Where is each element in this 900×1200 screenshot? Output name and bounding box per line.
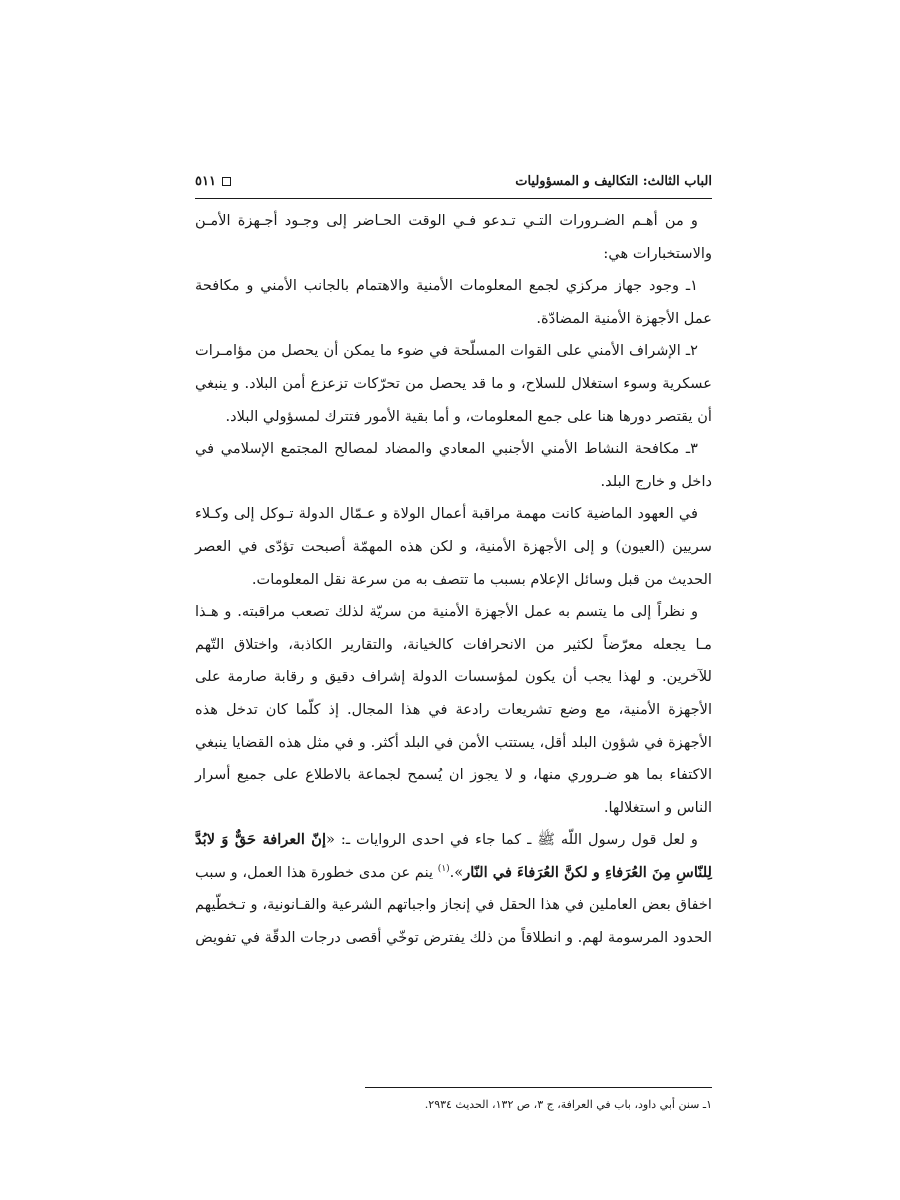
paragraph-5: في العهود الماضية كانت مهمة مراقبة أعمال الولاة و عـمّال الدولة تـوكل إلى وكـلاء سريين (العيون) و إلى الأجهزة الأمنية، و لكن هذه المهمّة أصبحت تؤدّى في العصر الحديث من قبل وسائل الإعلام بسبب ما تتصف به من سرعة نقل المعلومات. <box>195 505 712 588</box>
paragraph-6: و نظراً إلى ما يتسم به عمل الأجهزة الأمنية من سريّة لذلك تصعب مراقبته. و هـذا مـا يجعله معرّضاً لكثير من الانحرافات كالخيانة، والتقارير الكاذبة، واختلاق التّهم للآخرين. و لهذا يجب أن يكون لمؤسسات الدولة إشراف دقيق و رقابة صارمة على الأجهزة الأمنية، مع وضع تشريعات رادعة في هذا المجال. إذ كلّما كان تدخل هذه الأجهزة في شؤون البلد أقل، يستتب الأمن في البلد أكثر. و في مثل هذه القضايا ينبغي الاكتفاء بما هو ضـروري منها، و لا يجوز ان يُسمح لجماعة بالاطلاع على جميع أسرار الناس و استغلالها. <box>195 603 712 816</box>
footnote-divider <box>365 1087 712 1088</box>
header-divider <box>195 198 712 199</box>
paragraph-4: ٣ـ مكافحة النشاط الأمني الأجنبي المعادي والمضاد لمصالح المجتمع الإسلامي في داخل و خارج البلد. <box>195 440 712 490</box>
main-text <box>195 205 712 955</box>
paragraph-7-rest: ينم عن مدى خطورة هذا العمل، و سبب اخفاق بعض العاملين في هذا الحقل في إنجاز واجباتهم الشرعية والقـانونية، و تـخطّيهم الحدود المرسومة لهم. و انطلاقاً من ذلك يفترض توخّي أقصى درجات الدقّة في تفويض <box>195 863 712 947</box>
chapter-title: الباب الثالث: التكاليف و المسؤوليات <box>515 173 712 189</box>
footnote-reference[interactable]: (١) <box>437 864 450 875</box>
hadith-quote: إنّ العرافة حَقٌّ وَ لابُدَّ لِلنّاسِ مِنَ العُرَفاءِ و لكنَّ العُرَفاءَ في النّار <box>195 831 712 881</box>
page-number: ٥١١ <box>195 173 216 189</box>
paragraph-7 <box>195 824 712 954</box>
paragraph-2: ١ـ وجود جهاز مركزي لجمع المعلومات الأمنية والاهتمام بالجانب الأمني و مكافحة عمل الأجهزة الأمنية المضادّة. <box>195 277 712 327</box>
paragraph-3: ٢ـ الإشراف الأمني على القوات المسلّحة في ضوء ما يمكن أن يحصل من مؤامـرات عسكرية وسوء استغلال للسلاح، و ما قد يحصل من تحرّكات تزعزع أمن البلاد. و ينبغي أن يقتصر دورها هنا على جمع المعلومات، و أما بقية الأمور فتترك لمسؤولي البلاد. <box>195 342 712 425</box>
hadith-close: ». <box>449 863 464 881</box>
footnote: ١ـ سنن أبي داود، باب في العرافة، ج ٣، ص ١٣٢، الحديث ٢٩٣٤. <box>424 1098 712 1111</box>
hadith-intro: و لعل قول رسول اللّه ﷺ ـ كما جاء في احدى الروايات ـ: « <box>326 831 698 849</box>
page-number-group <box>195 174 231 189</box>
square-bullet-icon <box>222 177 231 186</box>
paragraph-1: و من أهـم الضـرورات التـي تـدعو فـي الوقت الحـاضر إلى وجـود أجـهزة الأمـن والاستخبارات هي: <box>195 212 712 262</box>
running-header <box>195 168 712 194</box>
